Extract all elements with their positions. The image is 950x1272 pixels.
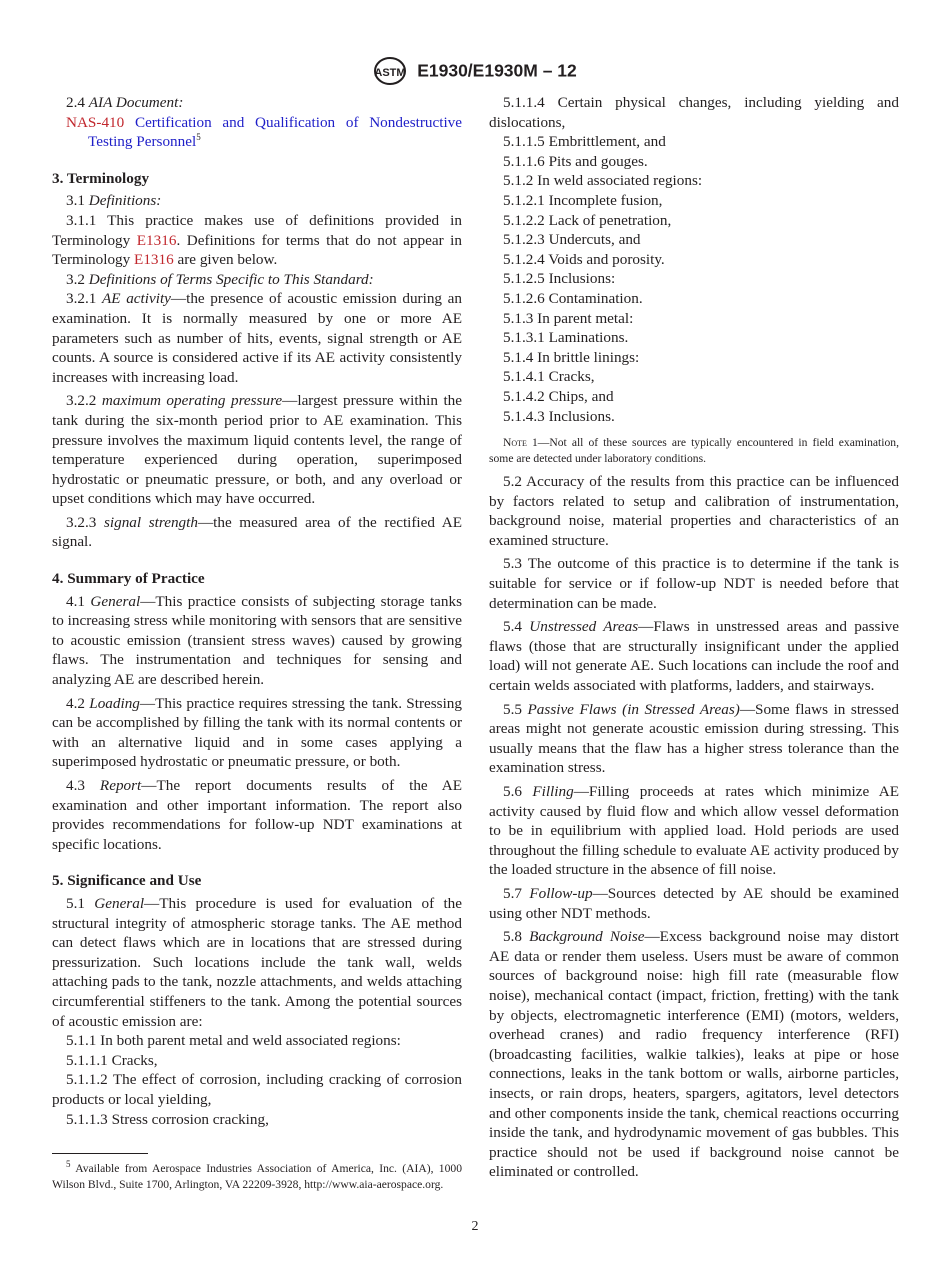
- text-run: Filling: [532, 783, 574, 800]
- paragraph: [52, 1031, 462, 1051]
- paragraph: [489, 387, 899, 407]
- paragraph: [489, 132, 899, 152]
- section-heading: [52, 169, 462, 189]
- paragraph: [52, 513, 462, 552]
- reference-entry: [66, 113, 462, 152]
- paragraph: [52, 1070, 462, 1109]
- text-run: 5.2 Accuracy of the results from this practice can be influenced by factors related to setup and calibration of instrumentation, background noise, material properties and characteristics of an examined structure.: [489, 473, 899, 549]
- text-run: 3.1: [66, 192, 89, 210]
- note: [489, 435, 899, 467]
- reference-link[interactable]: E1316: [134, 251, 174, 269]
- reference-link[interactable]: Certification and Qualification of Nondestructive Testing Personnel: [88, 113, 462, 151]
- paragraph: [489, 152, 899, 172]
- text-run: 5.1.2.5 Inclusions:: [503, 270, 616, 288]
- paragraph: [489, 289, 899, 309]
- paragraph: [52, 270, 462, 290]
- text-run: —Excess background noise may distort AE data or render them useless. Users must be aware of common sources of background noise: high fill rate (measurable flow noise), mechanical contact (impact, friction, fretting) with the tank by objects, electromagnetic interference (EMI) (motors, welders, overhead cranes) and radio frequency interference (RFI) (broadcasting facilities, walkie talkies), leaks at pipe or hose connections, leaks in the tank bottom or walls, airborne particles, insects, or rain drops, heaters, spargers, agitators, level detectors and other components inside the tank, chemical reactions occurring inside the tank, and hydrodynamic movement of gas bubbles. This practice should not be used if background noise cannot be eliminated or controlled.: [489, 928, 900, 1181]
- text-run: 5.1.2.2 Lack of penetration,: [503, 211, 672, 229]
- paragraph: [52, 894, 462, 1031]
- text-run: maximum operating pressure: [101, 392, 283, 410]
- paragraph: [52, 391, 462, 509]
- paragraph: [52, 289, 462, 387]
- text-run: —Flaws in unstressed areas and passive flaws (those that are structurally insignificant under the applied load) will not generate AE. Such locations can include the roof and certain welds associated with platforms, ladders, and stairways.: [489, 618, 900, 695]
- footnote: [52, 1161, 462, 1193]
- paragraph: [489, 269, 899, 289]
- text-run: are given below.: [173, 251, 278, 269]
- section-heading: [52, 569, 462, 589]
- text-run: 5.1.2.6 Contamination.: [503, 289, 643, 307]
- paragraph: [489, 782, 899, 880]
- text-run: General: [94, 894, 145, 912]
- paragraph: [52, 1110, 462, 1130]
- paragraph: [489, 617, 899, 695]
- text-run: 5.1.2.3 Undercuts, and: [503, 231, 641, 249]
- text-run: 4. Summary of Practice: [52, 570, 205, 588]
- text-run: 4.2: [66, 694, 90, 712]
- text-run: 5.3 The outcome of this practice is to determine if the tank is suitable for service or if follow-up NDT is needed before that determination can be made.: [489, 555, 899, 612]
- text-run: signal strength: [103, 513, 198, 531]
- text-run: Note 1: [503, 436, 538, 450]
- text-run: 5.1.4 In brittle linings:: [503, 348, 640, 366]
- text-run: Passive Flaws (in Stressed Areas): [527, 700, 740, 718]
- paragraph: [52, 776, 462, 854]
- page-header: [0, 56, 950, 86]
- text-run: 5.1.1.5 Embrittlement, and: [503, 133, 666, 151]
- paragraph: [52, 211, 462, 270]
- paragraph: [489, 230, 899, 250]
- text-run: Background Noise: [529, 928, 645, 946]
- paragraph: [52, 592, 462, 690]
- paragraph: [489, 309, 899, 329]
- standard-designation: E1930/E1930M – 12: [417, 60, 577, 81]
- text-run: —Sources detected by AE should be examined using other NDT methods.: [489, 884, 899, 922]
- paragraph: [489, 927, 899, 1182]
- page-number: 2: [471, 1219, 479, 1234]
- text-run: 5.1.3 In parent metal:: [503, 309, 634, 327]
- astm-logo-icon: [373, 56, 407, 86]
- text-run: 5.1.3.1 Laminations.: [503, 329, 629, 347]
- text-run: 5. Significance and Use: [52, 872, 202, 890]
- paragraph: [489, 250, 899, 270]
- text-run: 5.6: [503, 783, 533, 800]
- footnote-divider: [52, 1153, 148, 1154]
- text-run: AE activity: [102, 290, 171, 308]
- paragraph: [489, 191, 899, 211]
- paragraph: [489, 348, 899, 368]
- text-run: 5.1.4.2 Chips, and: [503, 387, 614, 405]
- text-run: —This practice requires stressing the tank. Stressing can be accomplished by filling the tank with its normal contents or with an alternative liquid and in some cases applying a superimposed hydrostatic or pneumatic pressure, or both.: [52, 694, 462, 771]
- text-run: 5.1.1.3 Stress corrosion cracking,: [66, 1110, 269, 1128]
- paragraph: [489, 472, 899, 550]
- text-run: 4.3: [66, 777, 100, 794]
- footnote-ref: 5: [196, 132, 201, 143]
- text-run: 5.1.1.6 Pits and gouges.: [503, 152, 648, 170]
- text-run: 3. Terminology: [52, 169, 150, 187]
- text-run: 3.2.3: [66, 513, 104, 531]
- reference-link[interactable]: E1316: [136, 231, 177, 249]
- paragraph: [489, 367, 899, 387]
- text-run: 5.1.1.1 Cracks,: [66, 1051, 158, 1069]
- text-run: . Definitions for terms that do not appear in Terminology: [52, 231, 462, 269]
- text-run: —the presence of acoustic emission during an examination. It is normally measured by one or more AE parameters such as number of hits, events, signal strength or AE counts. A source is considered active if its AE activity consistently increases with increasing load.: [52, 290, 462, 386]
- paragraph: [52, 93, 462, 113]
- paragraph: [52, 1051, 462, 1071]
- footnote-marker: 5: [66, 1159, 71, 1170]
- text-run: 2.4: [66, 94, 89, 111]
- text-run: 5.7: [503, 884, 530, 902]
- svg-text:ASTM: ASTM: [374, 67, 406, 79]
- text-run: 5.1.2 In weld associated regions:: [503, 172, 703, 190]
- paragraph: [52, 694, 462, 772]
- text-run: 5.1: [66, 894, 95, 912]
- text-run: 5.1.2.1 Incomplete fusion,: [503, 191, 663, 209]
- text-run: 5.5: [503, 700, 528, 718]
- paragraph: [52, 191, 462, 211]
- text-run: Definitions:: [88, 192, 162, 210]
- text-run: —Not all of these sources are typically encountered in field examination, some are detected under laboratory conditions.: [489, 436, 899, 466]
- text-run: —Filling proceeds at rates which minimize AE activity caused by fluid flow and which allow vessel deformation to be in equilibrium with applied load. Hold periods are used throughout the filling schedule to evaluate AE activity produced by the loaded structure in the absence of fill noise.: [489, 783, 900, 879]
- text-run: —the measured area of the rectified AE signal.: [52, 513, 463, 551]
- text-run: 5.1.4.3 Inclusions.: [503, 407, 615, 425]
- paragraph: [489, 884, 899, 923]
- paragraph: [489, 407, 899, 427]
- paragraph: [489, 211, 899, 231]
- text-run: Report: [99, 777, 142, 794]
- text-run: 5.1.1.4 Certain physical changes, including yielding and dislocations,: [489, 94, 899, 131]
- text-run: —This practice consists of subjecting storage tanks to increasing stress while monitoring with sensors that are sensitive to acoustic emission (transient stress waves) caused by growing flaws. The instrumentation and techniques for sensing and analyzing AE are described herein.: [52, 592, 462, 689]
- text-run: 3.2: [66, 270, 89, 288]
- paragraph: [489, 554, 899, 613]
- text-run: —The report documents results of the AE examination and other important information. The report also provides recommendations for follow-up NDT examinations at specific locations.: [52, 777, 462, 853]
- text-run: 3.2.1: [66, 290, 103, 308]
- reference-link[interactable]: NAS-410: [66, 113, 125, 131]
- text-run: 5.1.4.1 Cracks,: [503, 368, 595, 386]
- text-run: 5.1.1.2 The effect of corrosion, including cracking of corrosion products or local yielding,: [52, 1071, 462, 1108]
- text-run: AIA Document:: [88, 94, 184, 111]
- text-run: —Some flaws in stressed areas might not generate acoustic emission during stressing. This usually means that the flaw has a higher stress tolerance than the examination stress.: [489, 700, 900, 777]
- left-column: [52, 93, 462, 1129]
- paragraph: [489, 328, 899, 348]
- text-run: —largest pressure within the tank during the six-month period prior to AE examination. This pressure involves the maximum liquid contents level, the range of temperature experienced during operation, superimposed hydrostatic or pneumatic pressure, or both, and any overload or upset conditions which may have occurred.: [52, 392, 463, 508]
- paragraph: [489, 93, 899, 132]
- text-run: —This procedure is used for evaluation of the structural integrity of atmospheric storage tanks. The AE method can detect flaws which are in locations that are stressed during pressurization. Such locations include the tank wall, welds attaching pads to the tank, nozzle attachments, and welds attaching circumferential stiffeners to the tank. Among the potential sources of acoustic emission are:: [52, 894, 463, 1030]
- text-run: 3.2.2: [66, 392, 102, 410]
- paragraph: [489, 171, 899, 191]
- text-run: 5.4: [503, 618, 530, 636]
- text-run: 4.1: [66, 592, 91, 610]
- text-run: 5.8: [503, 928, 530, 946]
- text-run: 5.1.2.4 Voids and porosity.: [503, 250, 665, 268]
- text-run: 5.1.1 In both parent metal and weld associated regions:: [66, 1032, 401, 1050]
- right-column: [489, 93, 899, 1182]
- text-run: Loading: [89, 694, 140, 712]
- text-run: General: [90, 592, 141, 610]
- section-heading: [52, 871, 462, 891]
- paragraph: [489, 700, 899, 778]
- text-run: Definitions of Terms Specific to This Standard:: [88, 270, 374, 288]
- text-run: Unstressed Areas: [529, 618, 639, 636]
- footnote-text: Available from Aerospace Industries Association of America, Inc. (AIA), 1000 Wilson Blvd., Suite 1700, Arlington, VA 22209-3928, http://www.aia-aerospace.org.: [52, 1162, 462, 1191]
- text-run: 3.1.1 This practice makes use of definitions provided in Terminology: [52, 211, 462, 249]
- text-run: Follow-up: [529, 884, 593, 902]
